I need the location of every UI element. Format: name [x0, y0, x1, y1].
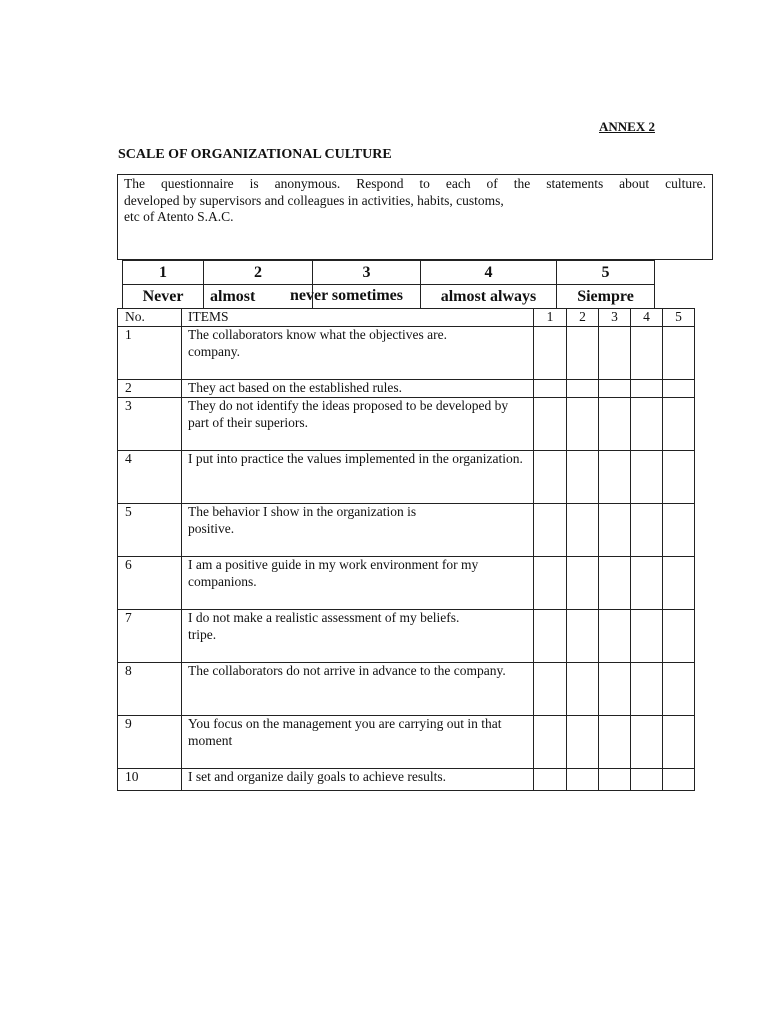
score-cell-3[interactable]: [599, 380, 631, 398]
score-cell-4[interactable]: [631, 451, 663, 504]
score-cell-5[interactable]: [663, 504, 695, 557]
item-text: I am a positive guide in my work environment for my companions.: [182, 557, 534, 610]
header-score-1: 1: [534, 309, 567, 327]
scale-number-3: 3: [313, 261, 421, 285]
score-cell-4[interactable]: [631, 380, 663, 398]
score-cell-3[interactable]: [599, 610, 631, 663]
scale-label-1: Never: [123, 285, 204, 309]
table-row: [118, 451, 695, 504]
item-text: I set and organize daily goals to achieve results.: [182, 769, 534, 791]
score-cell-3[interactable]: [599, 663, 631, 716]
scale-label-4: almost always: [421, 285, 557, 309]
score-cell-2[interactable]: [567, 663, 599, 716]
item-text: They do not identify the ideas proposed to be developed by part of their superiors.: [182, 398, 534, 451]
score-cell-3[interactable]: [599, 769, 631, 791]
score-cell-3[interactable]: [599, 716, 631, 769]
score-cell-1[interactable]: [534, 451, 567, 504]
score-cell-5[interactable]: [663, 451, 695, 504]
table-row: [118, 769, 695, 791]
rating-scale-legend: [122, 260, 655, 309]
instructions-line-1: The questionnaire is anonymous. Respond to each of the statements about culture.: [124, 176, 706, 191]
score-cell-4[interactable]: [631, 327, 663, 380]
score-cell-2[interactable]: [567, 610, 599, 663]
item-number: 4: [118, 451, 182, 504]
item-text: The collaborators do not arrive in advance to the company.: [182, 663, 534, 716]
item-number: 2: [118, 380, 182, 398]
scale-number-2: 2: [204, 261, 313, 285]
table-row: [118, 557, 695, 610]
table-header-row: [118, 309, 695, 327]
item-text: I do not make a realistic assessment of my beliefs. tripe.: [182, 610, 534, 663]
score-cell-5[interactable]: [663, 380, 695, 398]
score-cell-1[interactable]: [534, 557, 567, 610]
table-row: [118, 398, 695, 451]
score-cell-4[interactable]: [631, 663, 663, 716]
header-score-4: 4: [631, 309, 663, 327]
table-row: [118, 610, 695, 663]
score-cell-5[interactable]: [663, 663, 695, 716]
item-number: 8: [118, 663, 182, 716]
items-table: [117, 308, 695, 791]
score-cell-1[interactable]: [534, 380, 567, 398]
page-title: SCALE OF ORGANIZATIONAL CULTURE: [118, 147, 392, 162]
scale-number-4: 4: [421, 261, 557, 285]
item-number: 9: [118, 716, 182, 769]
score-cell-1[interactable]: [534, 504, 567, 557]
score-cell-2[interactable]: [567, 769, 599, 791]
score-cell-3[interactable]: [599, 398, 631, 451]
score-cell-2[interactable]: [567, 504, 599, 557]
instructions-line-2: developed by supervisors and colleagues in activities, habits, customs,: [124, 192, 504, 208]
score-cell-1[interactable]: [534, 610, 567, 663]
annex-label: ANNEX 2: [599, 119, 655, 134]
score-cell-5[interactable]: [663, 327, 695, 380]
item-number: 6: [118, 557, 182, 610]
table-row: [118, 663, 695, 716]
score-cell-3[interactable]: [599, 504, 631, 557]
instructions-box: [117, 174, 713, 260]
score-cell-4[interactable]: [631, 557, 663, 610]
item-text: They act based on the established rules.: [182, 380, 534, 398]
item-number: 1: [118, 327, 182, 380]
scale-label-5: Siempre: [557, 285, 655, 309]
score-cell-4[interactable]: [631, 610, 663, 663]
item-text: The collaborators know what the objectives are. company.: [182, 327, 534, 380]
score-cell-1[interactable]: [534, 716, 567, 769]
score-cell-3[interactable]: [599, 327, 631, 380]
item-number: 5: [118, 504, 182, 557]
item-number: 10: [118, 769, 182, 791]
score-cell-5[interactable]: [663, 610, 695, 663]
scale-label-2: almost: [204, 285, 313, 309]
score-cell-2[interactable]: [567, 451, 599, 504]
item-text: You focus on the management you are carrying out in that moment: [182, 716, 534, 769]
score-cell-3[interactable]: [599, 557, 631, 610]
score-cell-5[interactable]: [663, 398, 695, 451]
score-cell-4[interactable]: [631, 504, 663, 557]
score-cell-2[interactable]: [567, 557, 599, 610]
score-cell-2[interactable]: [567, 327, 599, 380]
table-row: [118, 327, 695, 380]
score-cell-1[interactable]: [534, 398, 567, 451]
header-score-3: 3: [599, 309, 631, 327]
item-number: 3: [118, 398, 182, 451]
item-text: I put into practice the values implemented in the organization.: [182, 451, 534, 504]
header-items: ITEMS: [182, 309, 534, 327]
score-cell-3[interactable]: [599, 451, 631, 504]
table-row: [118, 716, 695, 769]
item-text: The behavior I show in the organization is positive.: [182, 504, 534, 557]
score-cell-5[interactable]: [663, 716, 695, 769]
item-number: 7: [118, 610, 182, 663]
instructions-line-3: etc of Atento S.A.C.: [124, 209, 234, 224]
score-cell-4[interactable]: [631, 716, 663, 769]
score-cell-2[interactable]: [567, 716, 599, 769]
score-cell-5[interactable]: [663, 557, 695, 610]
score-cell-4[interactable]: [631, 398, 663, 451]
score-cell-1[interactable]: [534, 769, 567, 791]
header-score-5: 5: [663, 309, 695, 327]
score-cell-5[interactable]: [663, 769, 695, 791]
scale-label-3-cell: [290, 285, 421, 309]
table-row: [118, 380, 695, 398]
header-score-2: 2: [567, 309, 599, 327]
scale-label-3: never sometimes: [290, 287, 403, 304]
scale-number-5: 5: [557, 261, 655, 285]
score-cell-2[interactable]: [567, 380, 599, 398]
table-row: [118, 504, 695, 557]
score-cell-1[interactable]: [534, 327, 567, 380]
score-cell-2[interactable]: [567, 398, 599, 451]
header-no: No.: [118, 309, 182, 327]
score-cell-4[interactable]: [631, 769, 663, 791]
score-cell-1[interactable]: [534, 663, 567, 716]
scale-number-1: 1: [123, 261, 204, 285]
